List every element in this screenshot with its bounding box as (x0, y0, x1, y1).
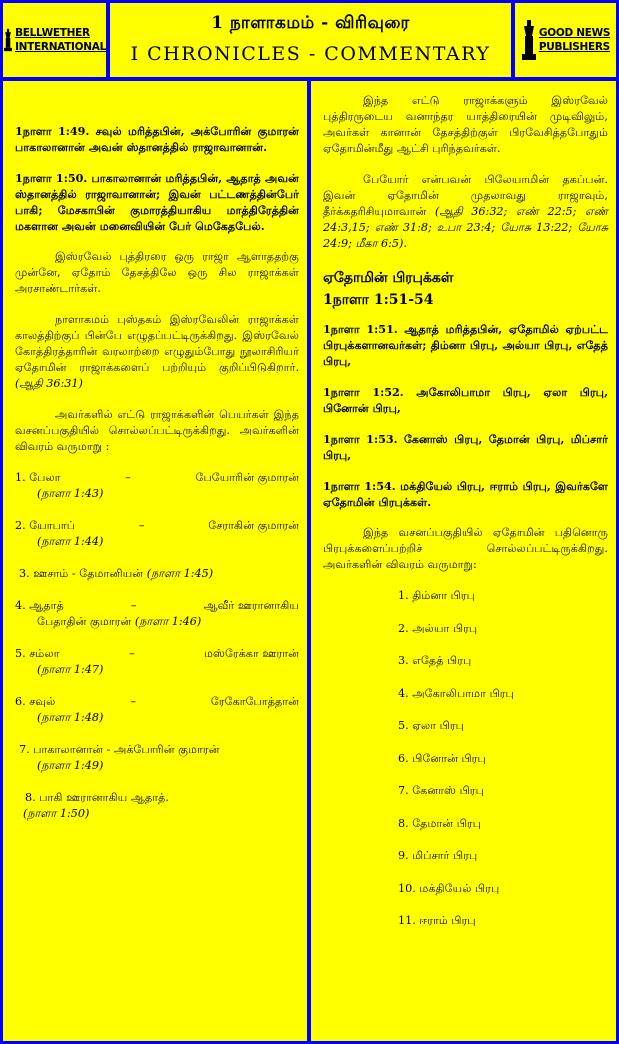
title-tamil: 1 நாளாகமம் - விரிவுரை (211, 13, 410, 33)
list-item (15, 566, 299, 582)
logo-left-line2: INTERNATIONAL (15, 41, 106, 53)
list-item: 6. பினோன் பிரபு (398, 751, 486, 765)
king-name: 5. சம்லா (15, 647, 60, 660)
list-item: 9. மிப்சார் பிரபு (398, 849, 478, 862)
king-name: 2. யோபாப் (15, 519, 76, 532)
right-column (311, 81, 616, 1041)
section-title: ஏதோமின் பிரபுக்கள் (323, 270, 454, 286)
list-item: 11. ஈராம் பிரபு (398, 914, 476, 927)
king-description: சேராகின் குமாரன் (208, 519, 299, 532)
king-reference: (நாளா 1:50) (23, 807, 90, 820)
king-reference: (நாளா 1:46) (134, 615, 202, 628)
king-reference: (நாளா 1:48) (37, 711, 104, 724)
logo-left-line1: BELLWETHER (15, 27, 90, 39)
paragraph-eleven-dukes: இந்த வசனப்பகுதியில் ஏதோமின் பதினொரு பிரபுக்களைப்பற்றிச் சொல்லப்பட்டிருக்கிறது. அவர்களின் விவரம் வருமாறு: (323, 526, 608, 571)
list-item: 1. பேலா – பேயோரின் குமாரன் (நாளா 1:43) (15, 471, 299, 500)
list-item: 4. ஆதாத் – ஆவீர் ஊரானாகிய பேதாதின் குமாரன் (நாளா 1:46) (15, 599, 299, 628)
list-item: 6. சவுல் – ரேகோபோத்தான் (நாளா 1:48) (15, 695, 299, 724)
list-item: 1. திம்னா பிரபு (398, 589, 475, 602)
paragraph-eight-kings: அவர்களில் எட்டு ராஜாக்களின் பெயர்கள் இந்த வசனப்பகுதியில் சொல்லப்பட்டிருக்கிறது. அவர்களின் விவரம் வருமாறு : (15, 408, 299, 453)
verse-1-49: 1நாளா 1:49. சவுல் மரித்தபின், அக்போரின் குமாரன் பாகாலானான் அவன் ஸ்தானத்தில் ராஜாவானான். (15, 124, 299, 154)
king-name: 8. பாகி ஊரானாகிய ஆதாத். (25, 791, 169, 804)
page-header (110, 3, 511, 77)
king-description-2: பேதாதின் குமாரன் (37, 615, 132, 628)
king-name: 6. சவுல் (15, 695, 56, 708)
king-name: 7. பாகாலானான் - அக்போரின் குமாரன் (19, 743, 220, 756)
list-item: 4. அகோலிபாமா பிரபு (398, 686, 514, 700)
paragraph-beor (323, 172, 608, 252)
list-item: 7. கேனாஸ் பிரபு (398, 784, 484, 797)
list-item: 2. அல்யா பிரபு (398, 621, 478, 635)
paragraph-eight-kings-rule: இந்த எட்டு ராஜாக்களும் இஸ்ரவேல் புத்திரருடைய வனாந்தர யாத்திரையின் முடிவிலும், அவர்கள் கானான் தேசத்திற்குள் பிரவேசித்தபோதும் ஏதோமின்மீது ஆட்சி புரிந்தவர்கள். (323, 94, 608, 155)
list-item: 8. தேமான் பிரபு (398, 816, 482, 830)
king-reference: (நாளா 1:47) (37, 663, 104, 676)
king-name: 4. ஆதாத் (15, 599, 64, 612)
paragraph-chronicles-text: நாளாகமம் புஸ்தகம் இஸ்ரவேலின் ராஜாக்கள் காலத்திற்குப் பின்பே எழுதப்பட்டிருக்கிறது. இஸ்ரவேல் கோத்திரத்தாரின் வரலாற்றை எழுதும்போது நூலாசிரியர் ஏதோமின் ராஜாக்களைப் பற்றியும் குறிப்பிடுகிறார். (15, 313, 299, 374)
king-description: ரேகோபோத்தான் (210, 695, 299, 708)
section-heading (323, 267, 608, 311)
left-column (3, 81, 307, 1041)
paragraph-chronicles (15, 312, 299, 392)
king-name: 3. ஊசாம் - தேமானியன் (19, 567, 144, 580)
verse-1-53: 1நாளா 1:53. கேனாஸ் பிரபு, தேமான் பிரபு, மிப்சார் பிரபு, (323, 432, 608, 462)
logo-right-line2: PUBLISHERS (538, 41, 610, 53)
paragraph-edom-kings: இஸ்ரவேல் புத்திரரை ஒரு ராஜா ஆளாததற்கு முன்னே, ஏதோம் தேசத்திலே ஒரு சில ராஜாக்கள் அரசாண்டார்கள். (15, 250, 299, 295)
scripture-reference: (ஆதி 36:31) (15, 377, 83, 390)
section-subtitle: 1நாளா 1:51-54 (323, 292, 434, 308)
bellwether-logo (3, 3, 106, 77)
logo-right-line1: GOOD NEWS (538, 27, 611, 39)
list-item (15, 790, 299, 822)
list-item: 2. யோபாப் – சேராகின் குமாரன் (நாளா 1:44) (15, 519, 299, 548)
title-english: I CHRONICLES - COMMENTARY (130, 43, 491, 65)
king-reference: (நாளா 1:45) (146, 567, 214, 580)
list-item (15, 742, 299, 774)
king-reference: (நாளா 1:44) (37, 535, 104, 548)
verse-1-51: 1நாளா 1:51. ஆதாத் மரித்தபின், ஏதோமில் ஏற்பட்ட பிரபுக்களானவர்கள்; திம்னா பிரபு, அல்யா பிரபு, எதேத் பிரபு, (323, 322, 608, 368)
king-reference: (நாளா 1:43) (37, 487, 104, 500)
list-item: 3. எதேத் பிரபு (398, 654, 472, 667)
good-news-tower-icon (521, 20, 537, 60)
verse-1-52: 1நாளா 1:52. அகோலிபாமா பிரபு, ஏலா பிரபு, பினோன் பிரபு, (323, 385, 608, 415)
verse-1-54: 1நாளா 1:54. மக்தியேல் பிரபு, ஈராம் பிரபு, இவர்களே ஏதோமின் பிரபுக்கள். (323, 479, 608, 509)
paragraph-beor-text: பேயோர் என்பவன் பிலேயாமின் தகப்பன். இவன் ஏதோமின் முதலாவது ராஜாவும், தீர்க்கதரிசியுமாவான் (323, 173, 608, 218)
list-item: 10. மக்தியேல் பிரபு (398, 881, 500, 895)
king-description-1: ஆவீர் ஊரானாகிய (203, 599, 299, 612)
king-name: 1. பேலா (15, 471, 61, 484)
scripture-references: (ஆதி 36:32; எண் 22:5; எண் 24:3,15; எண் 31:8; உபா 23:4; யோசு 13:22; யோசு 24:9; மீகா 6:5). (323, 205, 608, 250)
king-reference: (நாளா 1:49) (37, 759, 104, 772)
dukes-list (323, 588, 608, 929)
king-description: பேயோரின் குமாரன் (195, 471, 299, 484)
good-news-logo (515, 3, 616, 77)
king-description: மஸ்ரேக்கா ஊரான் (203, 647, 299, 660)
list-item: 5. சம்லா – மஸ்ரேக்கா ஊரான் (நாளா 1:47) (15, 647, 299, 676)
bellwether-tower-icon (3, 20, 13, 60)
verse-1-50: 1நாளா 1:50. பாகாலானான் மரித்தபின், ஆதாத் அவன் ஸ்தானத்தில் ராஜாவானான்; இவன் பட்டணத்தின்பேர் பாகி; மேசகாபின் குமாரத்தியாகிய மாத்திரேத்தின் மகளான அவன் மனைவியின் பேர் மெகேதபேல். (15, 171, 299, 233)
kings-list (15, 470, 299, 822)
list-item: 5. ஏலா பிரபு (398, 719, 464, 732)
